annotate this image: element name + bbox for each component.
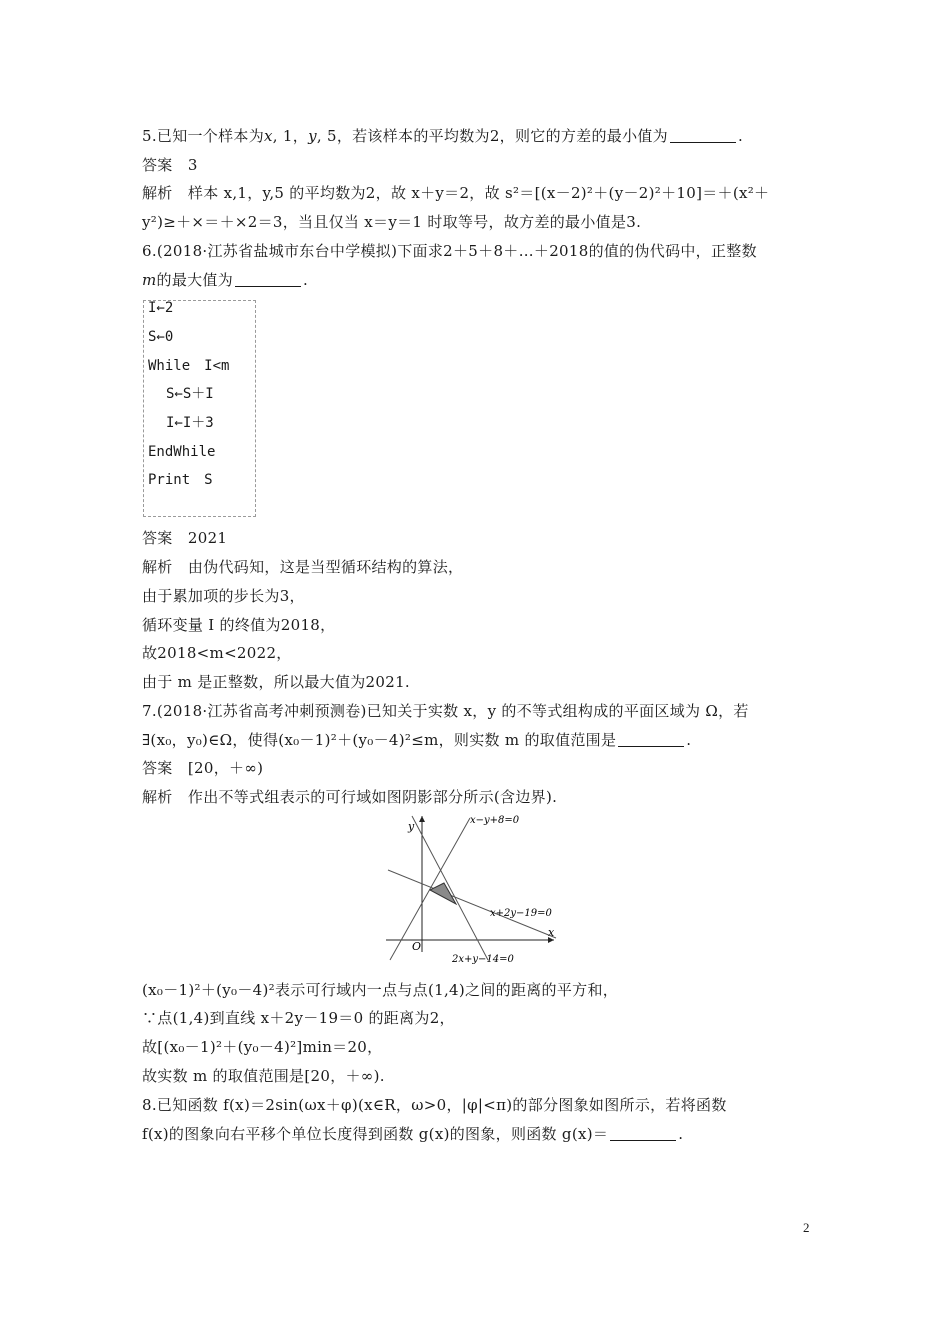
line1-label: x−y+8=0 [470,815,520,826]
code-line: I←2 [148,300,174,316]
line3-label: 2x+y−14=0 [452,954,514,965]
q6-solution-line: 循环变量 I 的终值为2018， [142,616,336,634]
q6-solution-line: 解析 由伪代码知，这是当型循环结构的算法， [142,558,464,576]
q7-answer: 答案 [20，＋∞) [142,759,264,777]
page-number: 2 [803,1220,810,1235]
origin-label: O [412,940,422,953]
q7-answer-blank [618,732,684,747]
q5-solution-line1: 解析 样本 x,1，y,5 的平均数为2，故 x＋y＝2，故 s²＝[(x－2)²＋(y－2)²＋10]＝＋(x²＋ [142,184,770,202]
q7-stem-line1: 7.(2018·江苏省高考冲刺预测卷)已知关于实数 x，y 的不等式组构成的平面区域为 Ω，若 [142,702,749,720]
y-axis-label: y [408,820,415,833]
q5-answer: 答案 3 [142,156,198,174]
line-x-2y-19 [388,870,556,938]
code-line: EndWhile [148,444,216,460]
shaded-region [430,883,456,904]
feasible-region-figure [380,810,560,970]
q7-solution-line2: (x₀－1)²＋(y₀－4)²表示可行域内一点与点(1,4)之间的距离的平方和， [142,981,619,999]
x-axis-label: x [548,926,555,939]
q6-stem-line1: 6.(2018·江苏省盐城市东台中学模拟)下面求2＋5＋8＋…＋2018的值的伪代码中，正整数 [142,242,757,260]
q7-solution-line3: ∵点(1,4)到直线 x＋2y－19＝0 的距离为2， [142,1009,455,1027]
q8-answer-blank [610,1126,676,1141]
q7-solution-line5: 故实数 m 的取值范围是[20，＋∞). [142,1067,385,1085]
q6-stem-line2: m的最大值为 . [142,271,309,289]
q5-answer-blank [670,128,736,143]
code-line: S←0 [148,329,174,345]
line-2x-y-14 [412,816,488,960]
q7-solution-line1: 解析 作出不等式组表示的可行域如图阴影部分所示(含边界). [142,788,558,806]
q6-answer: 答案 2021 [142,529,228,547]
q6-solution-line: 故2018<m<2022， [142,644,292,662]
q8-stem-line1: 8.已知函数 f(x)＝2sin(ωx＋φ)(x∈R，ω>0，|φ|<π)的部分图象如图所示，若将函数 [142,1096,727,1114]
q6-answer-blank [235,272,301,287]
q5-stem: 5.已知一个样本为x, 1，y, 5，若该样本的平均数为2，则它的方差的最小值为 . [142,127,744,145]
q8-stem-line2: f(x)的图象向右平移个单位长度得到函数 g(x)的图象，则函数 g(x)＝ . [142,1125,684,1143]
q7-solution-line4: 故[(x₀－1)²＋(y₀－4)²]min＝20， [142,1038,383,1056]
line-x-y-8 [390,818,470,960]
code-line: I←I＋3 [166,415,214,431]
q7-stem-line2: ∃(x₀，y₀)∈Ω，使得(x₀－1)²＋(y₀－4)²≤m，则实数 m 的取值范围是 . [142,731,692,749]
line2-label: x+2y−19=0 [490,908,552,919]
q6-solution-line: 由于 m 是正整数，所以最大值为2021. [142,673,411,691]
code-line: Print S [148,472,213,488]
code-line: S←S＋I [166,386,214,402]
q5-solution-line2: y²)≥＋×＝＋×2＝3，当且仅当 x＝y＝1 时取等号，故方差的最小值是3. [142,213,642,231]
code-line: While I<m [148,358,230,374]
q6-solution-line: 由于累加项的步长为3， [142,587,305,605]
